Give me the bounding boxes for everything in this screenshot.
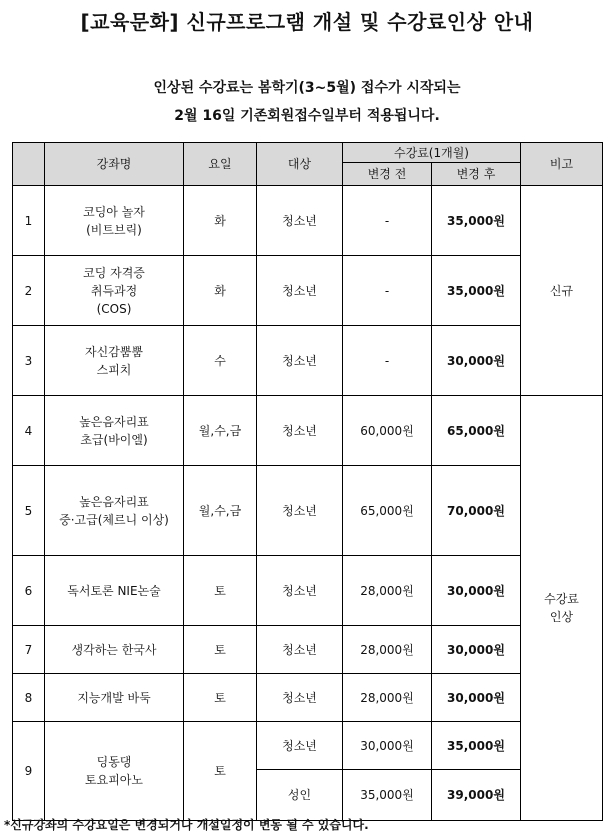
row-number: 6: [13, 556, 45, 626]
course-name: 코딩아 놀자 (비트브릭): [45, 186, 184, 256]
header-after: 변경 후: [432, 163, 521, 186]
row-number: 3: [13, 326, 45, 396]
course-day: 토: [184, 556, 257, 626]
course-name: 독서토론 NIE논술: [45, 556, 184, 626]
header-remarks: 비고: [521, 143, 603, 186]
header-course: 강좌명: [45, 143, 184, 186]
course-name: 높은음자리표 중·고급(체르니 이상): [45, 466, 184, 556]
table-row: [13, 626, 603, 674]
fee-after: 30,000원: [432, 674, 521, 722]
header-target: 대상: [257, 143, 343, 186]
header-day: 요일: [184, 143, 257, 186]
course-name: 지능개발 바둑: [45, 674, 184, 722]
remarks-fee-increase: 수강료 인상: [521, 396, 603, 821]
row-number: 2: [13, 256, 45, 326]
course-day: 화: [184, 186, 257, 256]
fee-before: -: [343, 186, 432, 256]
fee-after: 35,000원: [432, 256, 521, 326]
fee-after: 30,000원: [432, 326, 521, 396]
fee-after: 35,000원: [432, 186, 521, 256]
header-fee: 수강료(1개월): [343, 143, 521, 163]
course-day: 토: [184, 722, 257, 821]
course-target: 청소년: [257, 466, 343, 556]
header-no: [13, 143, 45, 186]
course-target: 청소년: [257, 326, 343, 396]
row-number: 9: [13, 722, 45, 821]
course-target: 청소년: [257, 556, 343, 626]
fee-table: [12, 142, 603, 821]
fee-after: 70,000원: [432, 466, 521, 556]
table-row: [13, 186, 603, 256]
table-row: [13, 256, 603, 326]
course-name: 자신감뿜뿜 스피치: [45, 326, 184, 396]
fee-before: 30,000원: [343, 722, 432, 770]
table-row: [13, 556, 603, 626]
course-target: 청소년: [257, 186, 343, 256]
fee-before: 35,000원: [343, 770, 432, 821]
fee-before: 28,000원: [343, 674, 432, 722]
fee-before: 65,000원: [343, 466, 432, 556]
course-day: 월,수,금: [184, 466, 257, 556]
table-row: [13, 674, 603, 722]
course-day: 토: [184, 626, 257, 674]
fee-after: 65,000원: [432, 396, 521, 466]
course-target: 성인: [257, 770, 343, 821]
fee-after: 30,000원: [432, 556, 521, 626]
table-row: [13, 722, 603, 770]
course-target: 청소년: [257, 396, 343, 466]
fee-before: 60,000원: [343, 396, 432, 466]
course-day: 화: [184, 256, 257, 326]
course-day: 토: [184, 674, 257, 722]
row-number: 5: [13, 466, 45, 556]
table-row: [13, 466, 603, 556]
course-target: 청소년: [257, 626, 343, 674]
row-number: 7: [13, 626, 45, 674]
course-target: 청소년: [257, 674, 343, 722]
fee-after: 35,000원: [432, 722, 521, 770]
intro-line-1: 인상된 수강료는 봄학기(3~5월) 접수가 시작되는: [153, 80, 461, 96]
header-before: 변경 전: [343, 163, 432, 186]
course-day: 수: [184, 326, 257, 396]
table-row: [13, 326, 603, 396]
intro-line-2: 2월 16일 기존회원접수일부터 적용됩니다.: [174, 108, 440, 124]
course-target: 청소년: [257, 722, 343, 770]
course-name: 높은음자리표 초급(바이엘): [45, 396, 184, 466]
course-name: 코딩 자격증 취득과정 (COS): [45, 256, 184, 326]
row-number: 8: [13, 674, 45, 722]
course-name: 생각하는 한국사: [45, 626, 184, 674]
fee-after: 30,000원: [432, 626, 521, 674]
intro-text: [0, 74, 614, 130]
fee-before: 28,000원: [343, 556, 432, 626]
fee-before: 28,000원: [343, 626, 432, 674]
row-number: 4: [13, 396, 45, 466]
page-title: [교육문화] 신규프로그램 개설 및 수강료인상 안내: [80, 10, 534, 34]
row-number: 1: [13, 186, 45, 256]
course-target: 청소년: [257, 256, 343, 326]
fee-before: -: [343, 326, 432, 396]
course-name: 딩동댕 토요피아노: [45, 722, 184, 821]
table-row: [13, 396, 603, 466]
fee-before: -: [343, 256, 432, 326]
footnote: *신규강좌의 수강요일은 변경되거나 개설일정이 변동 될 수 있습니다.: [4, 818, 369, 832]
fee-after: 39,000원: [432, 770, 521, 821]
course-day: 월,수,금: [184, 396, 257, 466]
remarks-new: 신규: [521, 186, 603, 396]
